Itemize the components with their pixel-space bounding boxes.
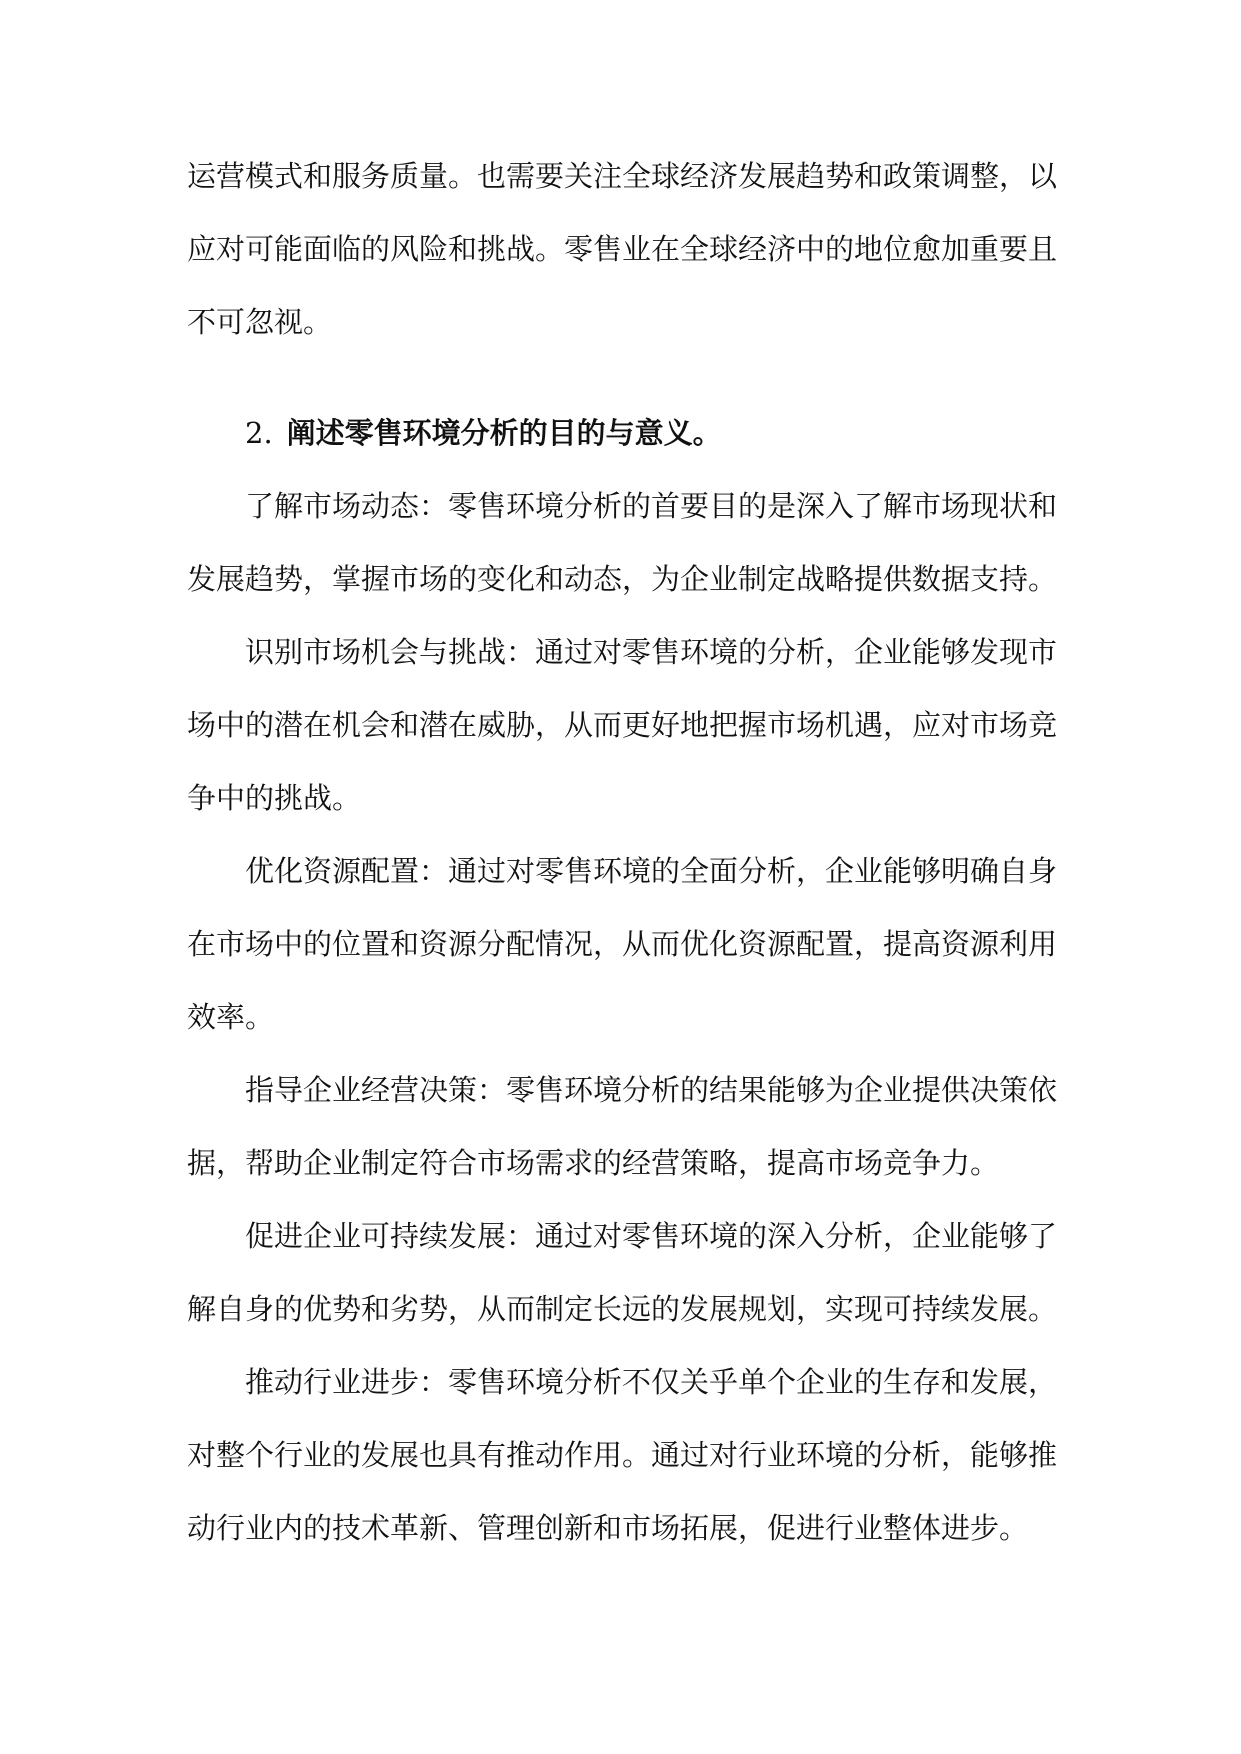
- paragraph-sustainable-development: [187, 1200, 1057, 1346]
- section-number: 2.: [245, 416, 273, 450]
- paragraph-line: 推动行业进步：零售环境分析不仅关乎单个企业的生存和发展，: [245, 1365, 1058, 1399]
- paragraph-industry-progress: [187, 1346, 1057, 1565]
- paragraph-line: 在市场中的位置和资源分配情况，从而优化资源配置，提高资源利用: [187, 927, 1058, 961]
- section-heading: [187, 397, 1057, 470]
- paragraph-line: 争中的挑战。: [187, 781, 362, 815]
- paragraph-line: 指导企业经营决策：零售环境分析的结果能够为企业提供决策依: [245, 1073, 1058, 1107]
- paragraph-line: 据，帮助企业制定符合市场需求的经营策略，提高市场竞争力。: [187, 1146, 1000, 1180]
- paragraph-line: 了解市场动态：零售环境分析的首要目的是深入了解市场现状和: [245, 489, 1058, 523]
- paragraph-line: 优化资源配置：通过对零售环境的全面分析，企业能够明确自身: [245, 854, 1058, 888]
- paragraph-line: 动行业内的技术革新、管理创新和市场拓展，促进行业整体进步。: [187, 1511, 1029, 1545]
- paragraph-line: 解自身的优势和劣势，从而制定长远的发展规划，实现可持续发展。: [187, 1292, 1058, 1326]
- paragraph-understand-market: [187, 470, 1057, 616]
- paragraph-identify-opportunities: [187, 616, 1057, 835]
- paragraph-line: 促进企业可持续发展：通过对零售环境的深入分析，企业能够了: [245, 1219, 1058, 1253]
- intro-paragraph: [187, 140, 1057, 359]
- paragraph-line: 应对可能面临的风险和挑战。零售业在全球经济中的地位愈加重要且: [187, 232, 1058, 266]
- document-body: [187, 140, 1057, 1565]
- paragraph-line: 运营模式和服务质量。也需要关注全球经济发展趋势和政策调整，以: [187, 159, 1058, 193]
- paragraph-line: 识别市场机会与挑战：通过对零售环境的分析，企业能够发现市: [245, 635, 1058, 669]
- section-title: 阐述零售环境分析的目的与意义。: [286, 416, 722, 450]
- paragraph-line: 效率。: [187, 1000, 275, 1034]
- paragraph-line: 不可忽视。: [187, 305, 333, 339]
- paragraph-line: 发展趋势，掌握市场的变化和动态，为企业制定战略提供数据支持。: [187, 562, 1058, 596]
- paragraph-line: 对整个行业的发展也具有推动作用。通过对行业环境的分析，能够推: [187, 1438, 1058, 1472]
- paragraph-guide-decisions: [187, 1054, 1057, 1200]
- paragraph-optimize-resources: [187, 835, 1057, 1054]
- paragraph-line: 场中的潜在机会和潜在威胁，从而更好地把握市场机遇，应对市场竞: [187, 708, 1058, 742]
